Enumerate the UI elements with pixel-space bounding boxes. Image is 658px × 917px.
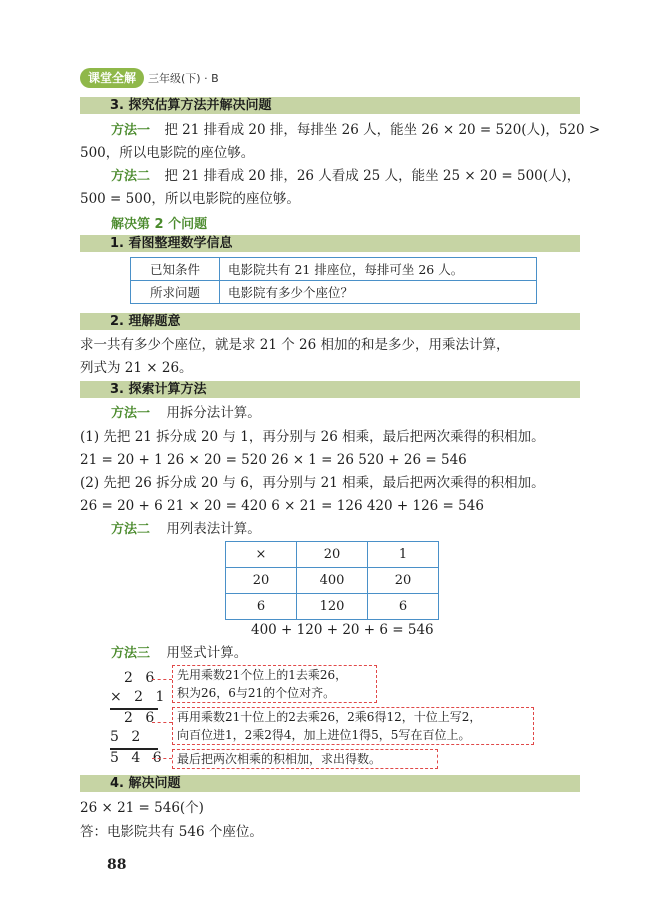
vertical-multiplicand: 2 6 bbox=[124, 670, 159, 686]
info-value: 电影院有多少个座位？ bbox=[220, 281, 537, 304]
vertical-partial2: 5 2 bbox=[110, 729, 145, 745]
note-box-3 bbox=[172, 749, 438, 769]
note-box-2 bbox=[172, 707, 534, 745]
lattice-sum: 400 + 120 + 20 + 6 = 546 bbox=[251, 622, 434, 638]
lattice-table bbox=[225, 541, 439, 620]
explore-method3 bbox=[111, 644, 247, 663]
table-cell: 400 bbox=[297, 568, 368, 594]
split-step1: (1) 先把 21 拆分成 20 与 1，再分别与 26 相乘，最后把两次乘得的积相加。 bbox=[80, 429, 545, 445]
table-cell: 120 bbox=[297, 594, 368, 620]
method-label: 方法一 bbox=[111, 406, 151, 421]
understand-line1: 求一共有多少个座位，就是求 21 个 26 相加的和是多少，用乘法计算， bbox=[80, 337, 510, 353]
section-bar-info: 1. 看图整理数学信息 bbox=[80, 235, 580, 252]
table-row bbox=[226, 542, 439, 568]
vertical-result: 5 4 6 bbox=[110, 750, 166, 766]
table-cell: 20 bbox=[297, 542, 368, 568]
table-row bbox=[226, 568, 439, 594]
split-step2: (2) 先把 26 拆分成 20 与 6，再分别与 21 相乘，最后把两次乘得的积相加。 bbox=[80, 475, 545, 491]
method-desc: 用竖式计算。 bbox=[166, 645, 248, 661]
brand-badge: 课堂全解 bbox=[80, 68, 144, 88]
table-row bbox=[226, 594, 439, 620]
method-label: 方法二 bbox=[111, 522, 151, 537]
vertical-multiplier: × 2 1 bbox=[110, 689, 169, 705]
table-row bbox=[131, 258, 537, 281]
note-line: 向百位进1，2乘2得4，加上进位1得5，5写在百位上。 bbox=[177, 728, 471, 742]
section-bar-solve: 4. 解决问题 bbox=[80, 775, 580, 792]
estimate-m2-text: 把 21 排看成 20 排，26 人看成 25 人，能坐 25 × 20 = 500(人)， bbox=[164, 168, 581, 184]
table-cell: × bbox=[226, 542, 297, 568]
estimate-m1-text: 把 21 排看成 20 排，每排坐 26 人，能坐 26 × 20 = 520(人)，520 > bbox=[164, 122, 601, 138]
solve-answer: 答：电影院共有 546 个座位。 bbox=[80, 824, 263, 840]
info-key: 已知条件 bbox=[131, 258, 220, 281]
table-cell: 6 bbox=[226, 594, 297, 620]
method-label: 方法三 bbox=[111, 646, 151, 661]
note-connector bbox=[152, 722, 172, 723]
explore-method2 bbox=[111, 520, 261, 539]
estimate-method1 bbox=[111, 121, 600, 140]
split-step2-eq: 26 = 20 + 6 21 × 20 = 420 6 × 21 = 126 420 + 126 = 546 bbox=[80, 498, 484, 514]
method-desc: 用列表法计算。 bbox=[166, 521, 261, 537]
method-label: 方法二 bbox=[111, 169, 151, 184]
note-box-1 bbox=[172, 665, 377, 703]
table-row bbox=[131, 281, 537, 304]
info-key: 所求问题 bbox=[131, 281, 220, 304]
table-cell: 20 bbox=[226, 568, 297, 594]
note-connector bbox=[152, 679, 172, 680]
method-desc: 用拆分法计算。 bbox=[166, 405, 261, 421]
page-number: 88 bbox=[107, 857, 127, 873]
section-bar-understand: 2. 理解题意 bbox=[80, 313, 580, 330]
split-step1-eq: 21 = 20 + 1 26 × 20 = 520 26 × 1 = 26 520 + 26 = 546 bbox=[80, 452, 467, 468]
info-table bbox=[130, 257, 537, 304]
solve-equation: 26 × 21 = 546(个) bbox=[80, 800, 204, 816]
problem2-heading: 解决第 2 个问题 bbox=[111, 217, 208, 232]
understand-line2: 列式为 21 × 26。 bbox=[80, 360, 193, 376]
estimate-m1-line2: 500，所以电影院的座位够。 bbox=[80, 145, 255, 161]
table-cell: 6 bbox=[368, 594, 439, 620]
note-line: 再用乘数21十位上的2去乘26，2乘6得12，十位上写2， bbox=[177, 710, 482, 724]
section-bar-estimate: 3. 探究估算方法并解决问题 bbox=[80, 97, 580, 114]
explore-method1 bbox=[111, 404, 261, 423]
note-line: 积为26，6与21的个位对齐。 bbox=[177, 686, 336, 700]
note-line: 最后把两次相乘的积相加，求出得数。 bbox=[177, 752, 382, 766]
table-cell: 20 bbox=[368, 568, 439, 594]
vertical-partial1: 2 6 bbox=[124, 710, 159, 726]
info-value: 电影院共有 21 排座位，每排可坐 26 人。 bbox=[220, 258, 537, 281]
estimate-method2 bbox=[111, 167, 580, 186]
table-cell: 1 bbox=[368, 542, 439, 568]
method-label: 方法一 bbox=[111, 123, 151, 138]
section-bar-explore: 3. 探索计算方法 bbox=[80, 381, 580, 398]
note-line: 先用乘数21个位上的1去乘26， bbox=[177, 668, 348, 682]
grade-label: 三年级(下) · B bbox=[148, 72, 219, 85]
note-connector bbox=[152, 758, 172, 759]
estimate-m2-line2: 500 = 500，所以电影院的座位够。 bbox=[80, 191, 300, 207]
